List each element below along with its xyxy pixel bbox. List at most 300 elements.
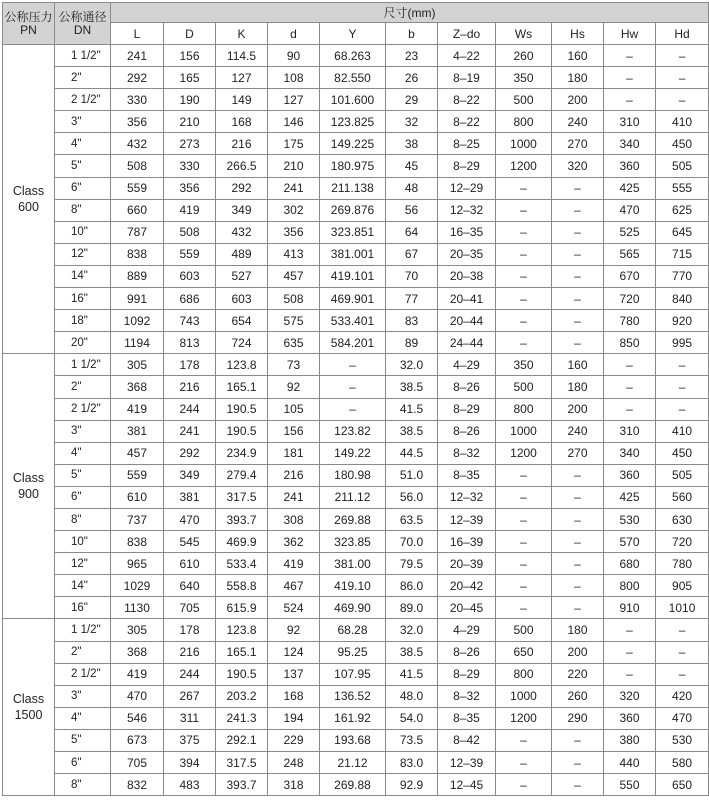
dimension-cell: 559 bbox=[111, 177, 164, 199]
nominal-diameter-cell: 3" bbox=[55, 685, 111, 707]
dimension-cell: 244 bbox=[164, 663, 216, 685]
nominal-diameter-cell: 2 1/2" bbox=[55, 663, 111, 685]
dimension-cell: 320 bbox=[604, 685, 656, 707]
pn-header bbox=[3, 3, 55, 45]
dimension-cell: 450 bbox=[656, 133, 709, 155]
dimension-cell: 180 bbox=[552, 67, 604, 89]
dimension-cell: 180 bbox=[552, 376, 604, 398]
dimension-cell: 77 bbox=[386, 288, 438, 310]
dimension-cell: 500 bbox=[496, 619, 552, 641]
dimension-cell: 20–41 bbox=[438, 288, 496, 310]
dimension-cell: 1200 bbox=[496, 442, 552, 464]
dimension-cell: 630 bbox=[656, 508, 709, 530]
table-row bbox=[3, 376, 709, 398]
dimension-cell: 20–35 bbox=[438, 243, 496, 265]
dimension-cell: 79.5 bbox=[386, 553, 438, 575]
dimension-cell: – bbox=[604, 45, 656, 67]
dimension-cell: – bbox=[320, 354, 386, 376]
dimension-cell: 216 bbox=[164, 376, 216, 398]
dimension-cell: 410 bbox=[656, 111, 709, 133]
column-header: Y bbox=[320, 23, 386, 45]
dimension-cell: 419 bbox=[111, 663, 164, 685]
dimension-cell: 32.0 bbox=[386, 619, 438, 641]
dimension-cell: 349 bbox=[216, 199, 268, 221]
dimension-cell: 267 bbox=[164, 685, 216, 707]
dimension-cell: 1092 bbox=[111, 310, 164, 332]
dimension-cell: 425 bbox=[604, 177, 656, 199]
dimension-cell: 469.901 bbox=[320, 288, 386, 310]
table-row bbox=[3, 111, 709, 133]
dimension-cell: 530 bbox=[656, 729, 709, 751]
pressure-class-cell bbox=[3, 354, 55, 619]
dimension-cell: – bbox=[656, 89, 709, 111]
nominal-diameter-cell: 16" bbox=[55, 288, 111, 310]
column-header: d bbox=[268, 23, 320, 45]
dimension-cell: 715 bbox=[656, 243, 709, 265]
dimension-cell: 559 bbox=[111, 464, 164, 486]
dimension-cell: 356 bbox=[268, 221, 320, 243]
table-row bbox=[3, 155, 709, 177]
table-row bbox=[3, 619, 709, 641]
dimension-cell: 67 bbox=[386, 243, 438, 265]
dimension-cell: 156 bbox=[268, 420, 320, 442]
dimension-cell: – bbox=[552, 243, 604, 265]
dimension-cell: 905 bbox=[656, 575, 709, 597]
dimension-cell: 356 bbox=[164, 177, 216, 199]
dimension-cell: – bbox=[552, 774, 604, 796]
dimension-cell: – bbox=[656, 641, 709, 663]
dimension-cell: 168 bbox=[216, 111, 268, 133]
dimension-cell: 360 bbox=[604, 707, 656, 729]
nominal-diameter-cell: 10" bbox=[55, 531, 111, 553]
dimension-cell: 457 bbox=[111, 442, 164, 464]
dimension-cell: – bbox=[320, 398, 386, 420]
dimension-cell: 305 bbox=[111, 354, 164, 376]
dimension-cell: – bbox=[552, 332, 604, 354]
dimension-cell: 432 bbox=[111, 133, 164, 155]
column-header: L bbox=[111, 23, 164, 45]
dimension-cell: 610 bbox=[111, 486, 164, 508]
dimension-cell: 650 bbox=[656, 774, 709, 796]
dimension-cell: – bbox=[496, 464, 552, 486]
dimension-cell: 41.5 bbox=[386, 663, 438, 685]
dimension-cell: 330 bbox=[111, 89, 164, 111]
dimension-cell: 850 bbox=[604, 332, 656, 354]
nominal-diameter-cell: 1 1/2" bbox=[55, 45, 111, 67]
nominal-diameter-cell: 20" bbox=[55, 332, 111, 354]
dimension-cell: 193.68 bbox=[320, 729, 386, 751]
dimension-cell: – bbox=[604, 376, 656, 398]
dimension-cell: 440 bbox=[604, 752, 656, 774]
dimension-cell: – bbox=[552, 486, 604, 508]
dimension-cell: 483 bbox=[164, 774, 216, 796]
table-header bbox=[3, 3, 709, 45]
dimension-cell: 63.5 bbox=[386, 508, 438, 530]
dimension-cell: 20–39 bbox=[438, 553, 496, 575]
dimension-cell: 350 bbox=[496, 67, 552, 89]
dimension-cell: 240 bbox=[552, 111, 604, 133]
dimension-cell: 800 bbox=[496, 111, 552, 133]
nominal-diameter-cell: 6" bbox=[55, 177, 111, 199]
dimension-cell: 175 bbox=[268, 133, 320, 155]
dimension-cell: 508 bbox=[111, 155, 164, 177]
dimension-cell: 160 bbox=[552, 354, 604, 376]
dimension-cell: 838 bbox=[111, 531, 164, 553]
dimension-cell: 90 bbox=[268, 45, 320, 67]
dimension-cell: 56 bbox=[386, 199, 438, 221]
dimension-cell: 615.9 bbox=[216, 597, 268, 619]
dimension-cell: 470 bbox=[164, 508, 216, 530]
dimension-cell: 1029 bbox=[111, 575, 164, 597]
nominal-diameter-cell: 12" bbox=[55, 243, 111, 265]
dimension-cell: 350 bbox=[496, 354, 552, 376]
dimension-cell: 8–25 bbox=[438, 133, 496, 155]
table-row bbox=[3, 685, 709, 707]
dimension-cell: 292 bbox=[111, 67, 164, 89]
dimension-cell: 260 bbox=[552, 685, 604, 707]
dimension-cell: 137 bbox=[268, 663, 320, 685]
dimension-cell: – bbox=[496, 531, 552, 553]
dimension-cell: 787 bbox=[111, 221, 164, 243]
dimension-cell: 645 bbox=[656, 221, 709, 243]
dimension-cell: 211.12 bbox=[320, 486, 386, 508]
table-row bbox=[3, 398, 709, 420]
dimension-cell: 670 bbox=[604, 265, 656, 287]
dimension-cell: 318 bbox=[268, 774, 320, 796]
dimension-cell: 635 bbox=[268, 332, 320, 354]
nominal-diameter-cell: 2" bbox=[55, 376, 111, 398]
nominal-diameter-cell: 2 1/2" bbox=[55, 89, 111, 111]
dimension-cell: 920 bbox=[656, 310, 709, 332]
pressure-class-value: 1500 bbox=[14, 708, 43, 723]
dimension-cell: 4–29 bbox=[438, 619, 496, 641]
dimension-cell: 95.25 bbox=[320, 641, 386, 663]
nominal-diameter-cell: 8" bbox=[55, 199, 111, 221]
dimension-cell: 211.138 bbox=[320, 177, 386, 199]
dimension-cell: 393.7 bbox=[216, 508, 268, 530]
dimension-cell: 737 bbox=[111, 508, 164, 530]
dimension-cell: 194 bbox=[268, 707, 320, 729]
dimension-cell: 420 bbox=[656, 685, 709, 707]
dimension-cell: 260 bbox=[496, 45, 552, 67]
dimension-cell: 89.0 bbox=[386, 597, 438, 619]
dimension-cell: 292 bbox=[164, 442, 216, 464]
dimension-cell: – bbox=[496, 221, 552, 243]
dimension-cell: – bbox=[552, 265, 604, 287]
dimension-cell: 8–32 bbox=[438, 685, 496, 707]
dimension-cell: 489 bbox=[216, 243, 268, 265]
dimension-cell: 92 bbox=[268, 376, 320, 398]
dimension-cell: 308 bbox=[268, 508, 320, 530]
dimension-cell: 686 bbox=[164, 288, 216, 310]
dimension-cell: 161.92 bbox=[320, 707, 386, 729]
dimension-cell: 244 bbox=[164, 398, 216, 420]
dimension-cell: 234.9 bbox=[216, 442, 268, 464]
dimension-cell: 124 bbox=[268, 641, 320, 663]
dimension-cell: 32 bbox=[386, 111, 438, 133]
dimension-cell: 1200 bbox=[496, 707, 552, 729]
dimension-cell: – bbox=[496, 310, 552, 332]
dimension-cell: – bbox=[496, 288, 552, 310]
dimension-cell: – bbox=[552, 597, 604, 619]
dimension-cell: – bbox=[496, 508, 552, 530]
dimension-cell: 533.401 bbox=[320, 310, 386, 332]
dimension-cell: 269.88 bbox=[320, 508, 386, 530]
pressure-class-value: 900 bbox=[18, 487, 39, 502]
dimension-cell: 23 bbox=[386, 45, 438, 67]
dimension-cell: 123.8 bbox=[216, 354, 268, 376]
dimension-cell: – bbox=[604, 619, 656, 641]
dimension-cell: 292 bbox=[216, 177, 268, 199]
dimension-cell: 419.101 bbox=[320, 265, 386, 287]
dimension-cell: – bbox=[552, 729, 604, 751]
dimension-cell: 82.550 bbox=[320, 67, 386, 89]
dimension-cell: 12–29 bbox=[438, 177, 496, 199]
dimension-cell: 86.0 bbox=[386, 575, 438, 597]
table-row bbox=[3, 531, 709, 553]
dimension-cell: 419 bbox=[268, 553, 320, 575]
dimension-cell: 105 bbox=[268, 398, 320, 420]
dimension-cell: – bbox=[552, 531, 604, 553]
dimension-cell: 216 bbox=[268, 464, 320, 486]
dimension-cell: – bbox=[496, 177, 552, 199]
pressure-class-label: Class bbox=[12, 692, 45, 707]
dimension-cell: 16–35 bbox=[438, 221, 496, 243]
dimension-cell: 469.9 bbox=[216, 531, 268, 553]
dimension-cell: 1000 bbox=[496, 685, 552, 707]
dimension-cell: 705 bbox=[164, 597, 216, 619]
nominal-diameter-cell: 14" bbox=[55, 575, 111, 597]
dimension-cell: 64 bbox=[386, 221, 438, 243]
dimension-cell: 270 bbox=[552, 442, 604, 464]
dimension-cell: 360 bbox=[604, 155, 656, 177]
dimension-cell: 584.201 bbox=[320, 332, 386, 354]
dimension-cell: 889 bbox=[111, 265, 164, 287]
dimension-cell: 68.263 bbox=[320, 45, 386, 67]
table-row bbox=[3, 641, 709, 663]
dimension-cell: 524 bbox=[268, 597, 320, 619]
dimension-cell: – bbox=[656, 663, 709, 685]
dimension-cell: 216 bbox=[216, 133, 268, 155]
dimension-cell: 705 bbox=[111, 752, 164, 774]
dimension-cell: 165.1 bbox=[216, 376, 268, 398]
table-row bbox=[3, 729, 709, 751]
dimension-cell: 419.10 bbox=[320, 575, 386, 597]
dimension-cell: 368 bbox=[111, 641, 164, 663]
dimension-cell: 20–44 bbox=[438, 310, 496, 332]
dimension-cell: 92 bbox=[268, 619, 320, 641]
dimension-cell: 450 bbox=[656, 442, 709, 464]
dimension-cell: 310 bbox=[604, 111, 656, 133]
table-row bbox=[3, 332, 709, 354]
pressure-class-cell bbox=[3, 619, 55, 796]
dimension-cell: 4–29 bbox=[438, 354, 496, 376]
dimension-cell: 1000 bbox=[496, 133, 552, 155]
dimension-cell: – bbox=[552, 575, 604, 597]
dimension-cell: 470 bbox=[656, 707, 709, 729]
dimension-cell: 8–22 bbox=[438, 111, 496, 133]
dimension-cell: 12–32 bbox=[438, 486, 496, 508]
dimension-cell: 419 bbox=[111, 398, 164, 420]
dimension-cell: 770 bbox=[656, 265, 709, 287]
dimension-cell: 12–32 bbox=[438, 199, 496, 221]
dimension-cell: 508 bbox=[164, 221, 216, 243]
dimension-cell: – bbox=[552, 464, 604, 486]
dimension-cell: 8–35 bbox=[438, 707, 496, 729]
dimension-cell: 305 bbox=[111, 619, 164, 641]
dimension-cell: 311 bbox=[164, 707, 216, 729]
table-row bbox=[3, 177, 709, 199]
dimension-cell: 38 bbox=[386, 133, 438, 155]
dimension-cell: – bbox=[496, 265, 552, 287]
dimension-cell: – bbox=[604, 89, 656, 111]
dimension-cell: 381.00 bbox=[320, 553, 386, 575]
dimension-cell: 527 bbox=[216, 265, 268, 287]
dimension-cell: 241 bbox=[111, 45, 164, 67]
dimension-cell: 266.5 bbox=[216, 155, 268, 177]
pn-header-line1: 公称压力 bbox=[4, 9, 53, 24]
dimension-cell: 16–39 bbox=[438, 531, 496, 553]
dimension-cell: 673 bbox=[111, 729, 164, 751]
dimension-cell: 8–22 bbox=[438, 89, 496, 111]
dimension-cell: 360 bbox=[604, 464, 656, 486]
dimension-cell: 123.8 bbox=[216, 619, 268, 641]
dimension-cell: 108 bbox=[268, 67, 320, 89]
table-row bbox=[3, 486, 709, 508]
dimension-cell: 38.5 bbox=[386, 420, 438, 442]
dimension-cell: 83.0 bbox=[386, 752, 438, 774]
pn-header-line2: PN bbox=[20, 22, 37, 37]
table-row bbox=[3, 133, 709, 155]
dimension-cell: 136.52 bbox=[320, 685, 386, 707]
dimension-cell: 800 bbox=[604, 575, 656, 597]
dimension-cell: 290 bbox=[552, 707, 604, 729]
pressure-class-value: 600 bbox=[18, 200, 39, 215]
table-row bbox=[3, 45, 709, 67]
dimension-cell: – bbox=[656, 354, 709, 376]
dimension-cell: 190.5 bbox=[216, 398, 268, 420]
nominal-diameter-cell: 2" bbox=[55, 641, 111, 663]
dimension-cell: 73 bbox=[268, 354, 320, 376]
dimension-cell: 123.82 bbox=[320, 420, 386, 442]
dimension-cell: 555 bbox=[656, 177, 709, 199]
dimension-cell: 12–45 bbox=[438, 774, 496, 796]
dn-header-line1: 公称通径 bbox=[58, 9, 107, 24]
nominal-diameter-cell: 10" bbox=[55, 221, 111, 243]
dimension-cell: – bbox=[496, 486, 552, 508]
dimension-cell: 220 bbox=[552, 663, 604, 685]
dimension-cell: 965 bbox=[111, 553, 164, 575]
dimension-cell: 381 bbox=[164, 486, 216, 508]
dimension-cell: 320 bbox=[552, 155, 604, 177]
table-row bbox=[3, 199, 709, 221]
dimension-cell: 800 bbox=[496, 663, 552, 685]
dimension-cell: 29 bbox=[386, 89, 438, 111]
table-row bbox=[3, 221, 709, 243]
dimension-cell: 41.5 bbox=[386, 398, 438, 420]
dimension-cell: – bbox=[656, 398, 709, 420]
dimension-cell: 559 bbox=[164, 243, 216, 265]
dimension-cell: 720 bbox=[604, 288, 656, 310]
table-row bbox=[3, 663, 709, 685]
nominal-diameter-cell: 4" bbox=[55, 133, 111, 155]
nominal-diameter-cell: 14" bbox=[55, 265, 111, 287]
dimension-cell: – bbox=[496, 243, 552, 265]
dimension-cell: – bbox=[656, 376, 709, 398]
dimension-cell: 21.12 bbox=[320, 752, 386, 774]
dn-header-line2: DN bbox=[73, 22, 92, 37]
dimension-cell: 570 bbox=[604, 531, 656, 553]
dimension-cell: 51.0 bbox=[386, 464, 438, 486]
dimension-cell: 508 bbox=[268, 288, 320, 310]
dimension-cell: 560 bbox=[656, 486, 709, 508]
dimension-cell: 780 bbox=[604, 310, 656, 332]
nominal-diameter-cell: 6" bbox=[55, 486, 111, 508]
dimension-cell: 269.876 bbox=[320, 199, 386, 221]
dimension-cell: – bbox=[604, 354, 656, 376]
dimension-cell: 44.5 bbox=[386, 442, 438, 464]
dimension-cell: 38.5 bbox=[386, 376, 438, 398]
dimension-cell: 190.5 bbox=[216, 420, 268, 442]
dimension-cell: 457 bbox=[268, 265, 320, 287]
dimension-cell: 180.975 bbox=[320, 155, 386, 177]
dimension-cell: 310 bbox=[604, 420, 656, 442]
table-row bbox=[3, 597, 709, 619]
dimension-cell: 12–39 bbox=[438, 752, 496, 774]
dimension-cell: 240 bbox=[552, 420, 604, 442]
dimension-cell: 8–26 bbox=[438, 641, 496, 663]
dimension-cell: – bbox=[496, 752, 552, 774]
dimension-cell: 101.600 bbox=[320, 89, 386, 111]
pressure-class-label: Class bbox=[12, 471, 45, 486]
dimension-cell: – bbox=[552, 508, 604, 530]
dimension-cell: 575 bbox=[268, 310, 320, 332]
table-row bbox=[3, 310, 709, 332]
dimension-cell: 393.7 bbox=[216, 774, 268, 796]
dimension-cell: 680 bbox=[604, 553, 656, 575]
dimension-cell: 56.0 bbox=[386, 486, 438, 508]
dimension-cell: 26 bbox=[386, 67, 438, 89]
dimension-cell: 149.22 bbox=[320, 442, 386, 464]
dimension-cell: 73.5 bbox=[386, 729, 438, 751]
table-row bbox=[3, 442, 709, 464]
dimension-cell: 410 bbox=[656, 420, 709, 442]
nominal-diameter-cell: 2 1/2" bbox=[55, 398, 111, 420]
table-row bbox=[3, 774, 709, 796]
dimension-cell: 432 bbox=[216, 221, 268, 243]
table-body bbox=[3, 45, 709, 796]
column-header: Hd bbox=[656, 23, 709, 45]
nominal-diameter-cell: 8" bbox=[55, 774, 111, 796]
table-row bbox=[3, 508, 709, 530]
dimension-cell: 241 bbox=[164, 420, 216, 442]
nominal-diameter-cell: 1 1/2" bbox=[55, 354, 111, 376]
nominal-diameter-cell: 3" bbox=[55, 111, 111, 133]
dimension-cell: 200 bbox=[552, 641, 604, 663]
nominal-diameter-cell: 4" bbox=[55, 442, 111, 464]
dimension-cell: – bbox=[604, 641, 656, 663]
dimension-cell: 533.4 bbox=[216, 553, 268, 575]
dimension-cell: 323.85 bbox=[320, 531, 386, 553]
dimension-cell: – bbox=[656, 45, 709, 67]
dimension-cell: – bbox=[552, 553, 604, 575]
dimension-cell: 565 bbox=[604, 243, 656, 265]
column-header: K bbox=[216, 23, 268, 45]
dimension-cell: 470 bbox=[604, 199, 656, 221]
dimension-cell: 640 bbox=[164, 575, 216, 597]
dimension-cell: 505 bbox=[656, 464, 709, 486]
dimension-cell: 603 bbox=[216, 288, 268, 310]
